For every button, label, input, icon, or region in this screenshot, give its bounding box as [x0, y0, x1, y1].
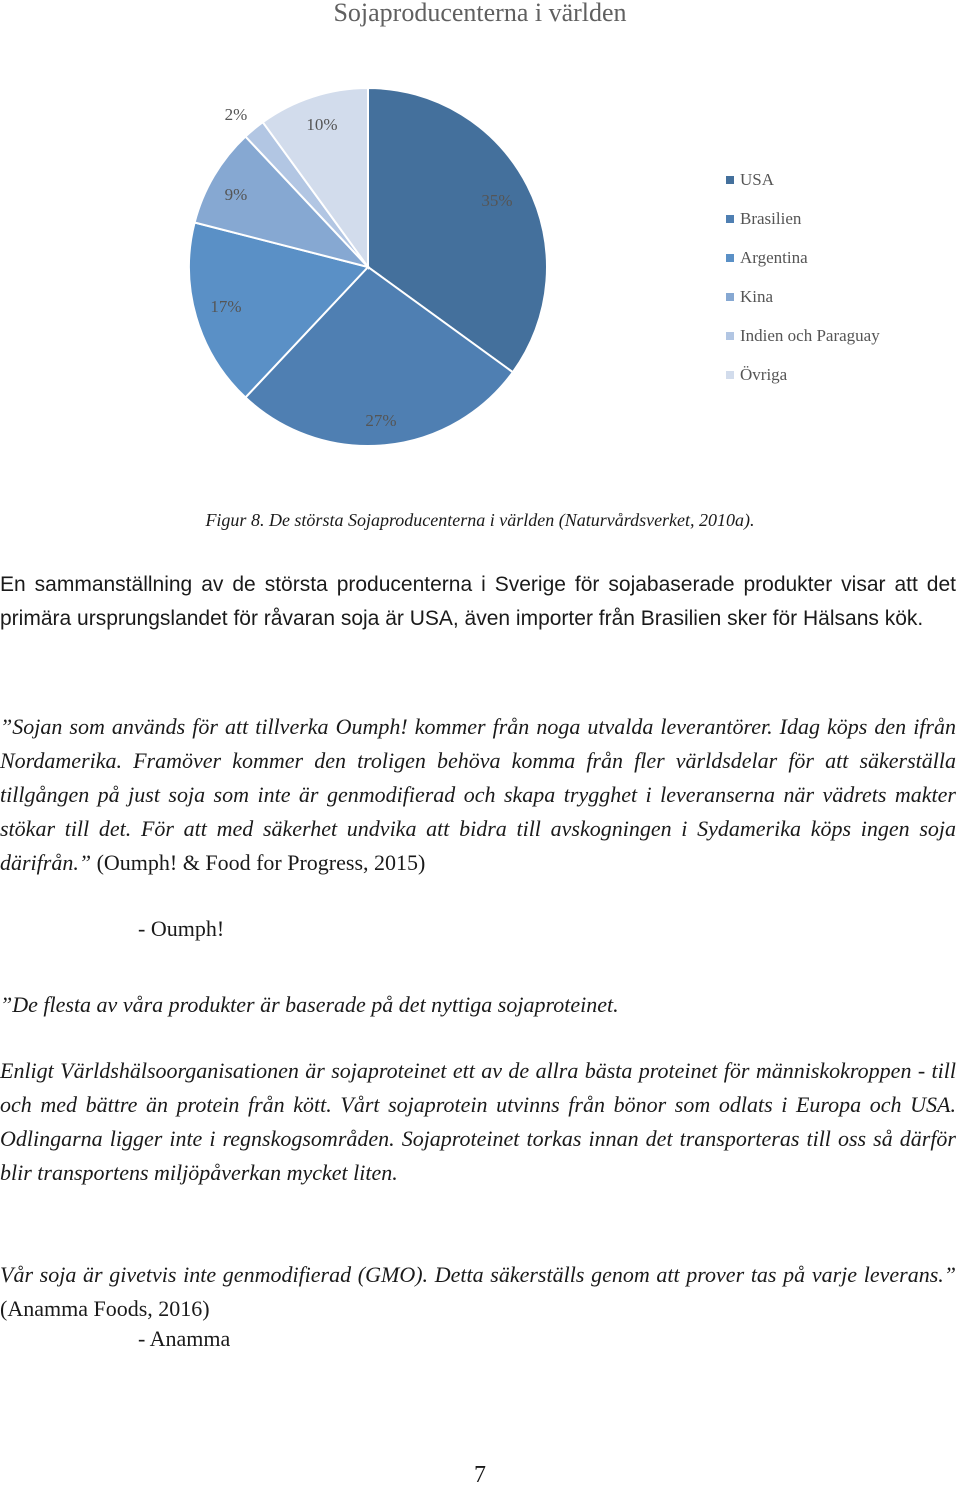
- legend-item-brasilien: Brasilien: [726, 199, 880, 238]
- pie-label: 9%: [224, 184, 248, 204]
- chart-legend: [726, 160, 880, 394]
- pie-label: 35%: [481, 190, 513, 210]
- signature-anamma: - Anamma: [138, 1326, 231, 1351]
- figure-caption: Figur 8. De största Sojaproducenterna i världen (Naturvårdsverket, 2010a).: [205, 510, 755, 530]
- legend-swatch: [726, 332, 734, 340]
- quote-anamma-gmo-text: Vår soja är givetvis inte genmodifierad (GMO). Detta säkerställs genom att prover tas på varje leverans.”: [0, 1262, 956, 1287]
- legend-swatch: [726, 176, 734, 184]
- legend-swatch: [726, 293, 734, 301]
- paragraph-intro: En sammanställning av de största producenterna i Sverige för sojabaserade produkter visar att det primära ursprungslandet för råvaran soja är USA, även importer från Brasilien sker för Hälsans kök.: [0, 573, 956, 630]
- pie-label: 27%: [365, 410, 397, 430]
- pie-label: 17%: [210, 296, 242, 316]
- quote-oumph: [0, 710, 956, 880]
- quote-oumph-reference: (Oumph! & Food for Progress, 2015): [96, 850, 426, 875]
- legend-item-usa: USA: [726, 160, 880, 199]
- legend-item-argentina: Argentina: [726, 238, 880, 277]
- quote-anamma-body: Enligt Världshälsoorganisationen är sojaproteinet ett av de allra bästa proteinet för människokroppen - till och med bättre än protein från kött. Vårt sojaprotein utvinns från bönor som odlats i Europa och USA. Odlingarna ligger inte i regnskogsområden. Sojaproteinet torkas innan det transporteras till oss så därför blir transportens miljöpåverkan mycket liten.: [0, 1058, 956, 1185]
- legend-swatch: [726, 254, 734, 262]
- legend-item-indien-paraguay: Indien och Paraguay: [726, 316, 880, 355]
- chart-title: Sojaproducenterna i världen: [333, 0, 627, 27]
- quote-oumph-text: ”Sojan som används för att tillverka Oumph! kommer från noga utvalda leverantörer. Idag köps den ifrån Nordamerika. Framöver kommer den troligen behöva komma från fler världsdelar för att säkerställa tillgången på just soja som inte är genmodifierad och skapa trygghet i leveranserna när vädrets makter stökar till det. För att med säkerhet undvika att bidra till avskogningen i Sydamerika köps ingen soja därifrån.”: [0, 714, 956, 875]
- page-number: 7: [474, 1462, 486, 1488]
- quote-anamma-gmo: [0, 1258, 956, 1326]
- signature-oumph: - Oumph!: [138, 916, 225, 941]
- pie-label: 2%: [224, 104, 248, 124]
- quote-anamma-reference: (Anamma Foods, 2016): [0, 1296, 210, 1321]
- quote-anamma-intro: ”De flesta av våra produkter är baserade på det nyttiga sojaproteinet.: [0, 992, 619, 1017]
- legend-item-kina: Kina: [726, 277, 880, 316]
- pie-label: 10%: [306, 114, 338, 134]
- legend-swatch: [726, 215, 734, 223]
- legend-item-ovriga: Övriga: [726, 355, 880, 394]
- legend-swatch: [726, 371, 734, 379]
